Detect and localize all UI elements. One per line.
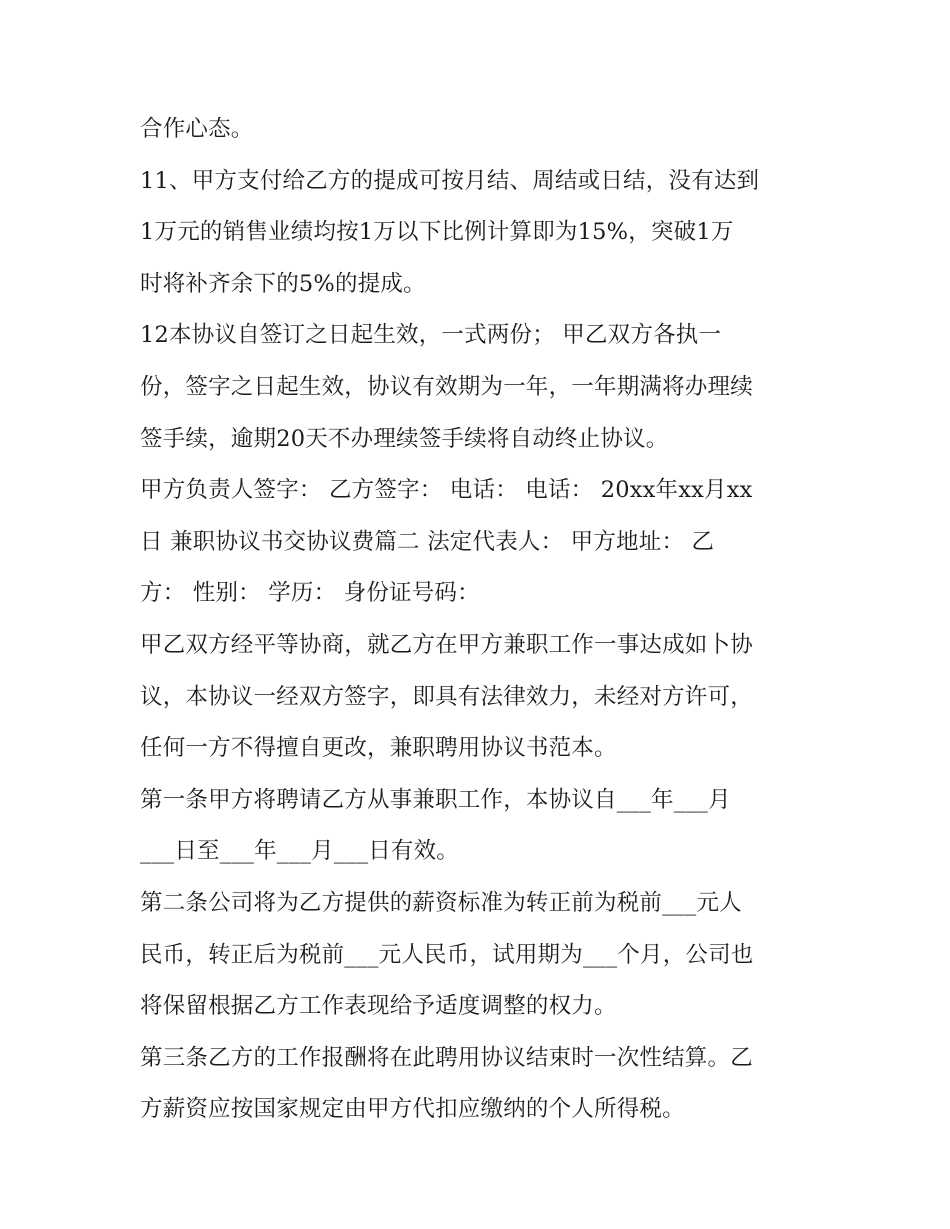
text-line: 甲方负责人签字： 乙方签字： 电话： 电话： 20xx年xx月xx — [140, 477, 753, 504]
text-line: ___日至___年___月___日有效。 — [140, 838, 460, 865]
text-line: 份，签字之日起生效，协议有效期为一年，一年期满将办理续 — [140, 373, 753, 400]
text-line: 签手续，逾期20天不办理续签手续将自动终止协议。 — [140, 425, 669, 452]
text-line: 合作心态。 — [140, 116, 254, 142]
text-line: 日 兼职协议书交协议费篇二 法定代表人： 甲方地址： 乙 — [140, 528, 715, 555]
text-line: 议，本协议一经双方签字，即具有法律效力，未经对方许可， — [140, 683, 753, 710]
text-line: 任何一方不得擅自更改，兼职聘用协议书范本。 — [140, 735, 617, 762]
text-line: 甲乙双方经平等协商，就乙方在甲方兼职工作一事达成如卜协 — [140, 631, 753, 658]
text-line: 第一条甲方将聘请乙方从事兼职工作，本协议自___年___月 — [140, 786, 731, 813]
text-line: 方： 性别： 学历： 身份证号码： — [140, 580, 480, 607]
text-line: 方薪资应按国家规定由甲方代扣应缴纳的个人所得税。 — [140, 1096, 685, 1123]
text-line: 1万元的销售业绩均按1万以下比例计算即为15%，突破1万 — [140, 219, 734, 246]
text-line: 民币，转正后为税前___元人民币，试用期为___个月，公司也 — [140, 941, 754, 968]
text-line: 时将补齐余下的5%的提成。 — [140, 270, 426, 297]
text-line: 12本协议自签订之日起生效，一式两份； 甲乙双方各执一 — [140, 322, 722, 349]
document-body — [140, 104, 820, 1136]
text-line: 11、甲方支付给乙方的提成可按月结、周结或日结，没有达到 — [140, 167, 760, 194]
text-line: 第三条乙方的工作报酬将在此聘用协议结束时一次性结算。乙 — [140, 1044, 753, 1071]
text-line: 第二条公司将为乙方提供的薪资标准为转正前为税前___元人 — [140, 889, 742, 916]
text-line: 将保留根据乙方工作表现给予适度调整的权力。 — [140, 993, 617, 1020]
